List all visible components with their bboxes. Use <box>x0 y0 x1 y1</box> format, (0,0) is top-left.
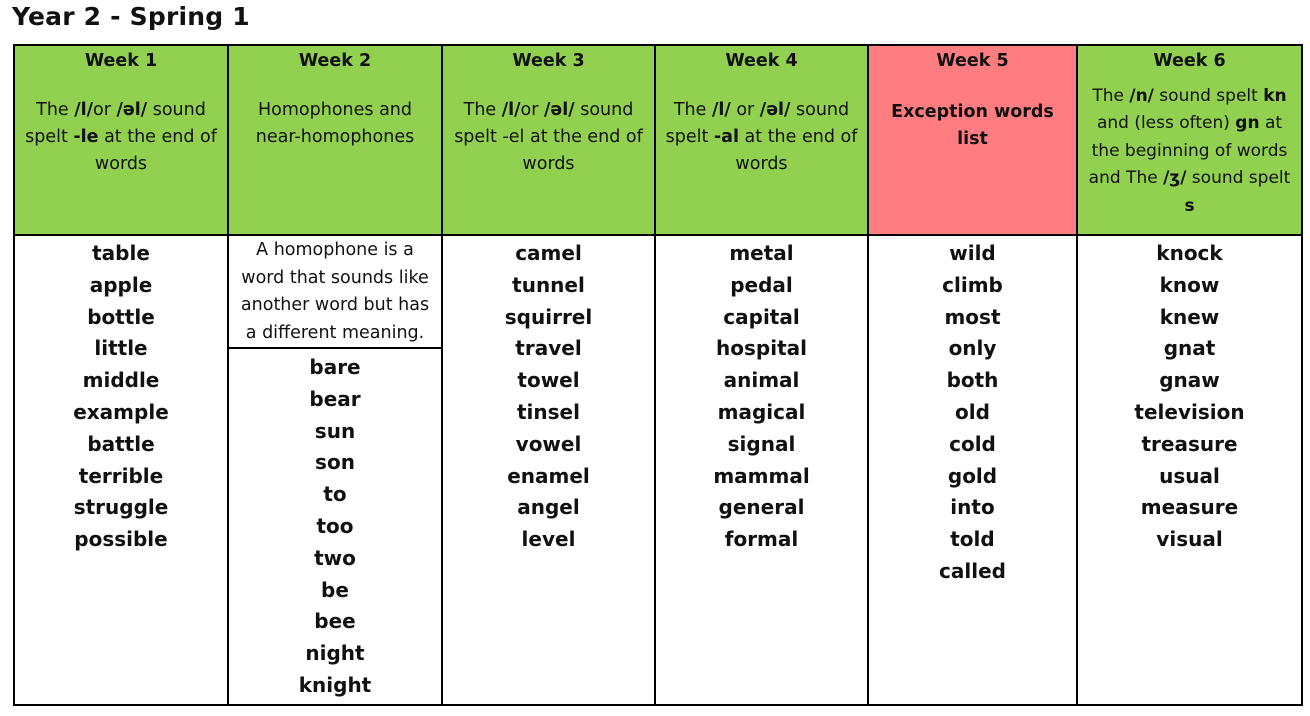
week-2-words <box>228 235 442 705</box>
week-topic: The /l/or /əl/ sound spelt -el at the end of words <box>454 100 643 174</box>
week-label: Week 3 <box>512 51 585 71</box>
word: old <box>955 399 990 424</box>
week-topic: The /n/ sound spelt kn and (less often) gn at the beginning of words and The /ʒ/ sound spelt s <box>1088 86 1291 216</box>
word: camel <box>515 241 582 265</box>
word: towel <box>517 368 580 393</box>
word: metal <box>729 241 794 265</box>
page-title: Year 2 - Spring 1 <box>12 2 250 31</box>
word-list <box>15 238 227 556</box>
word-list <box>443 238 654 556</box>
word: squirrel <box>504 304 593 329</box>
word: travel <box>515 336 582 361</box>
week-3-words <box>442 235 655 705</box>
word: capital <box>723 304 800 329</box>
week-6-header <box>1077 45 1302 235</box>
word-row <box>14 235 1302 705</box>
word: cold <box>949 431 996 456</box>
spelling-plan-table <box>13 44 1303 706</box>
word: know <box>1159 272 1220 297</box>
word: sun <box>314 418 356 443</box>
week-label: Week 6 <box>1153 51 1226 71</box>
week-topic: Exception words list <box>891 102 1054 149</box>
word: apple <box>89 272 153 297</box>
word: pedal <box>730 272 793 297</box>
week-4-header <box>655 45 868 235</box>
word: vowel <box>515 431 582 456</box>
word: wild <box>949 241 996 265</box>
word: terrible <box>78 463 164 488</box>
word: most <box>944 304 1001 329</box>
homophone-definition: A homophone is a word that sounds like another word but has a different meaning. <box>229 236 441 349</box>
word: into <box>950 495 995 520</box>
week-label: Week 4 <box>725 51 798 71</box>
word-list <box>1078 238 1301 556</box>
word: enamel <box>507 463 590 488</box>
header-row <box>14 45 1302 235</box>
word: knock <box>1156 241 1223 265</box>
week-label: Week 5 <box>936 51 1009 71</box>
word: night <box>305 641 365 666</box>
word: two <box>314 545 356 570</box>
word-list <box>656 238 867 556</box>
word-list <box>229 352 441 702</box>
week-topic: Homophones and near-homophones <box>255 100 415 147</box>
week-6-words <box>1077 235 1302 705</box>
word: climb <box>942 272 1003 297</box>
word: usual <box>1159 463 1220 488</box>
week-label: Week 2 <box>298 51 372 71</box>
word: possible <box>74 527 168 552</box>
week-label: Week 1 <box>84 51 158 71</box>
word: formal <box>724 527 799 552</box>
week-4-words <box>655 235 868 705</box>
word: bee <box>314 609 356 634</box>
word: little <box>94 336 148 361</box>
word: told <box>950 527 995 552</box>
word: bare <box>309 355 361 379</box>
week-1-words <box>14 235 228 705</box>
week-1-header <box>14 45 228 235</box>
word: general <box>718 495 805 520</box>
word: gnaw <box>1159 368 1220 393</box>
word: animal <box>723 368 800 393</box>
week-5-words <box>868 235 1077 705</box>
week-5-header <box>868 45 1077 235</box>
word: mammal <box>713 463 810 488</box>
word: visual <box>1156 527 1223 552</box>
word: hospital <box>716 336 807 361</box>
word: gnat <box>1163 336 1216 361</box>
word: bear <box>309 386 361 411</box>
word: magical <box>717 399 806 424</box>
word: to <box>323 482 347 507</box>
word: treasure <box>1141 431 1238 456</box>
week-topic: The /l/ or /əl/ sound spelt -al at the end of words <box>665 100 858 174</box>
word: son <box>315 450 355 475</box>
word-list <box>869 238 1076 588</box>
week-3-header <box>442 45 655 235</box>
word: only <box>948 336 997 361</box>
word: middle <box>82 368 160 393</box>
word: gold <box>947 463 998 488</box>
word: both <box>946 368 999 393</box>
word: battle <box>87 431 155 456</box>
word: knight <box>298 672 372 697</box>
word: tinsel <box>517 399 580 424</box>
word: level <box>521 527 576 552</box>
word: example <box>73 399 169 424</box>
word: tunnel <box>512 272 585 297</box>
word: angel <box>517 495 580 520</box>
word: too <box>316 513 354 538</box>
word: called <box>939 558 1006 583</box>
word: be <box>321 577 349 602</box>
week-topic: The /l/or /əl/ sound spelt -le at the end of words <box>25 100 217 174</box>
word: knew <box>1159 304 1220 329</box>
word: signal <box>727 431 796 456</box>
word: bottle <box>87 304 155 329</box>
word: television <box>1134 399 1245 424</box>
word: table <box>92 241 150 265</box>
week-2-header <box>228 45 442 235</box>
word: struggle <box>73 495 169 520</box>
word: measure <box>1140 495 1239 520</box>
